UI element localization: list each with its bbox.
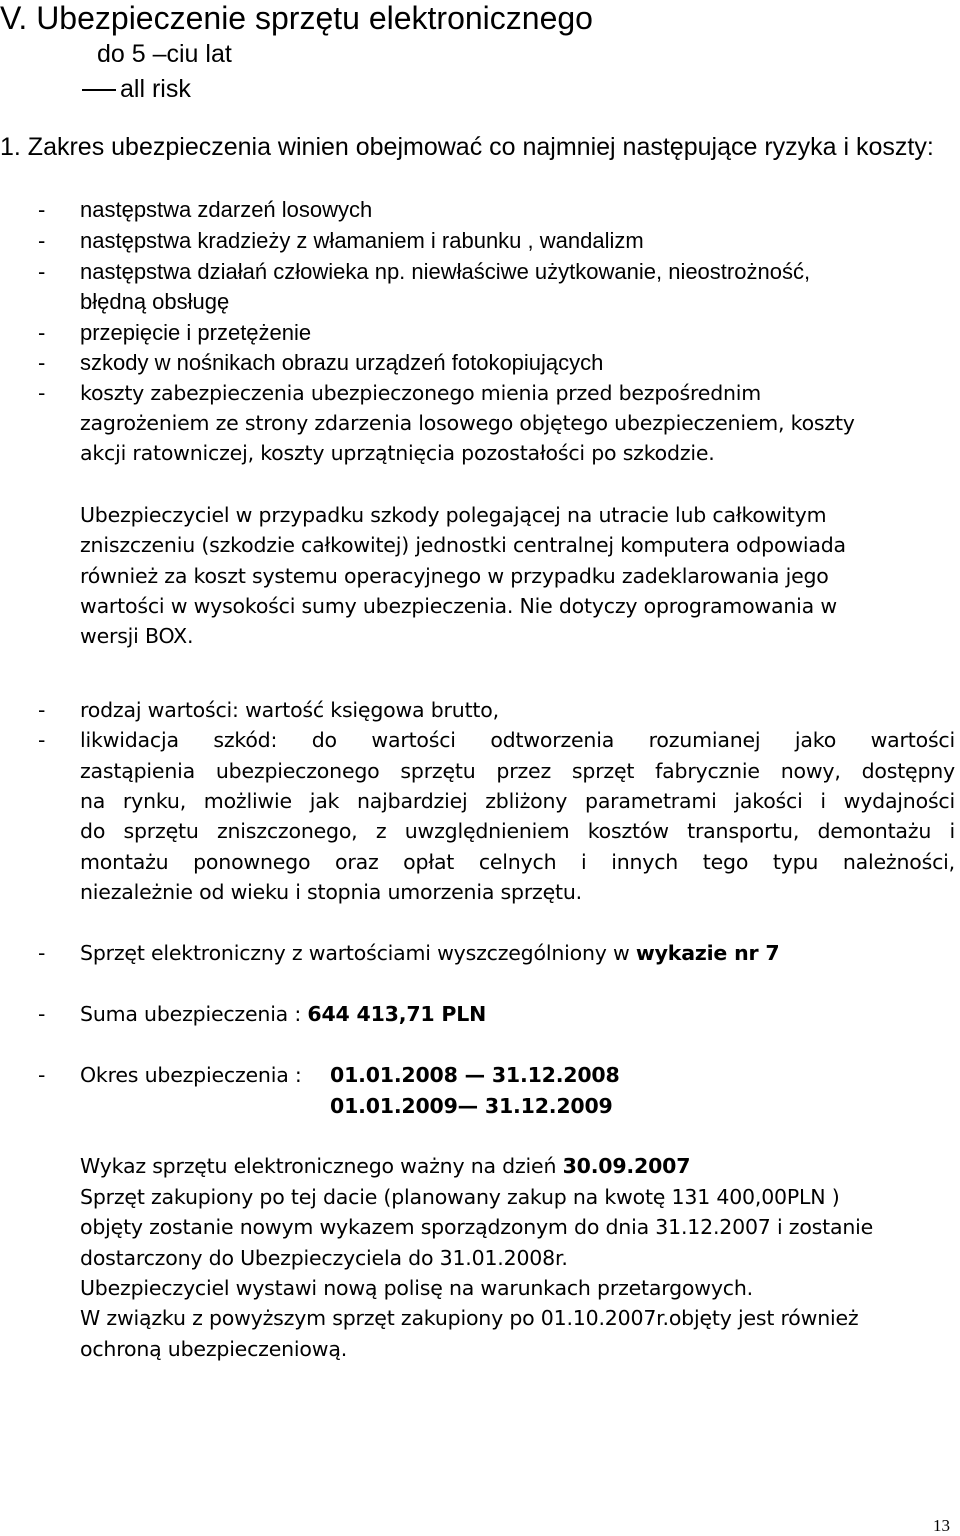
equipment-list-reference <box>80 941 779 965</box>
equipment-list-number: wykazie nr 7 <box>635 941 780 965</box>
liquidation-line: zastąpienia ubezpieczonego sprzętu przez sprzęt fabrycznie nowy, dostępny <box>80 759 955 783</box>
risk-item: następstwa kradzieży z włamaniem i rabunku , wandalizm <box>80 228 644 253</box>
final-line: ochroną ubezpieczeniową. <box>80 1337 348 1361</box>
costs-line: akcji ratowniczej, koszty uprzątnięcia pozostałości po szkodzie. <box>80 441 715 465</box>
subtitle-dash <box>82 89 116 91</box>
list-validity <box>80 1154 690 1178</box>
value-type: rodzaj wartości: wartość księgowa brutto, <box>80 698 499 722</box>
risk-item-part: niewłaściwe użytkowanie, nieostrożność, <box>411 259 811 284</box>
final-line: objęty zostanie nowym wykazem sporządzonym do dnia 31.12.2007 i zostanie <box>80 1215 874 1239</box>
final-line: Sprzęt zakupiony po tej dacie (planowany zakup na kwotę 131 400,00PLN ) <box>80 1185 840 1209</box>
period-range-value: 01.01.2009— 31.12.2009 <box>330 1094 613 1118</box>
insurer-paragraph-line: również za koszt systemu operacyjnego w przypadku zadeklarowania jego <box>80 564 829 588</box>
final-line: dostarczony do Ubezpieczyciela do 31.01.2008r. <box>80 1246 568 1270</box>
list-validity-date: 30.09.2007 <box>562 1154 691 1178</box>
section-title: V. Ubezpieczenie sprzętu elektronicznego <box>0 0 593 36</box>
list-dash: - <box>38 228 46 253</box>
period-range <box>330 1094 613 1118</box>
list-dash: - <box>38 350 46 375</box>
period-range-value: 01.01.2008 — 31.12.2008 <box>330 1063 620 1087</box>
scope-heading: 1. Zakres ubezpieczenia winien obejmować co najmniej następujące ryzyka i koszty: <box>0 133 934 161</box>
costs-line: koszty zabezpieczenia ubezpieczonego mienia przed bezpośrednim <box>80 381 762 405</box>
list-dash: - <box>38 698 46 722</box>
costs-line: zagrożeniem ze strony zdarzenia losowego objętego ubezpieczeniem, koszty <box>80 411 855 435</box>
page-number: 13 <box>933 1516 950 1535</box>
liquidation-line: likwidacja szkód: do wartości odtworzenia rozumianej jako wartości <box>80 728 955 752</box>
period-range <box>330 1063 620 1087</box>
risk-item: szkody w nośnikach obrazu urządzeń fotokopiujących <box>80 350 604 375</box>
sum-value: 644 413,71 PLN <box>307 1002 487 1026</box>
final-line: W związku z powyższym sprzęt zakupiony po 01.10.2007r.objęty jest również <box>80 1306 859 1330</box>
insurer-paragraph-line: Ubezpieczyciel w przypadku szkody polegającej na utracie lub całkowitym <box>80 503 827 527</box>
list-dash: - <box>38 1002 46 1026</box>
insurer-paragraph-line: wersji BOX. <box>80 624 194 648</box>
list-dash: - <box>38 197 46 222</box>
liquidation-line: do sprzętu zniszczonego, z uwzględnieniem kosztów transportu, demontażu i <box>80 819 955 843</box>
liquidation-line: niezależnie od wieku i stopnia umorzenia sprzętu. <box>80 880 582 904</box>
final-line: Ubezpieczyciel wystawi nową polisę na warunkach przetargowych. <box>80 1276 753 1300</box>
sum-insured <box>80 1002 486 1026</box>
insurer-paragraph-line: wartości w wysokości sumy ubezpieczenia. Nie dotyczy oprogramowania w <box>80 594 837 618</box>
equipment-text: Sprzęt elektroniczny z wartościami wyszczególniony w <box>80 941 630 965</box>
liquidation-line: montażu ponownego oraz opłat celnych i innych tego typu należności, <box>80 850 955 874</box>
liquidation-line: na rynku, możliwie jak najbardziej zbliżony parametrami jakości i wydajności <box>80 789 955 813</box>
risk-item-continuation: błędną obsługę <box>80 289 230 314</box>
insurer-paragraph-line: zniszczeniu (szkodzie całkowitej) jednostki centralnej komputera odpowiada <box>80 533 846 557</box>
list-dash: - <box>38 728 46 752</box>
list-dash: - <box>38 320 46 345</box>
risk-item: przepięcie i przetężenie <box>80 320 312 345</box>
subtitle-all-risk: all risk <box>120 75 191 103</box>
list-dash: - <box>38 1063 46 1087</box>
list-dash: - <box>38 381 46 405</box>
subtitle-duration: do 5 –ciu lat <box>97 40 232 68</box>
list-dash: - <box>38 259 46 284</box>
sum-label: Suma ubezpieczenia : <box>80 1002 302 1026</box>
risk-item <box>80 259 810 285</box>
period-label: Okres ubezpieczenia : <box>80 1063 302 1087</box>
risk-item-part: następstwa działań człowieka np. <box>80 259 406 284</box>
list-validity-text: Wykaz sprzętu elektronicznego ważny na dzień <box>80 1154 557 1178</box>
list-dash: - <box>38 941 46 965</box>
risk-item: następstwa zdarzeń losowych <box>80 197 373 222</box>
